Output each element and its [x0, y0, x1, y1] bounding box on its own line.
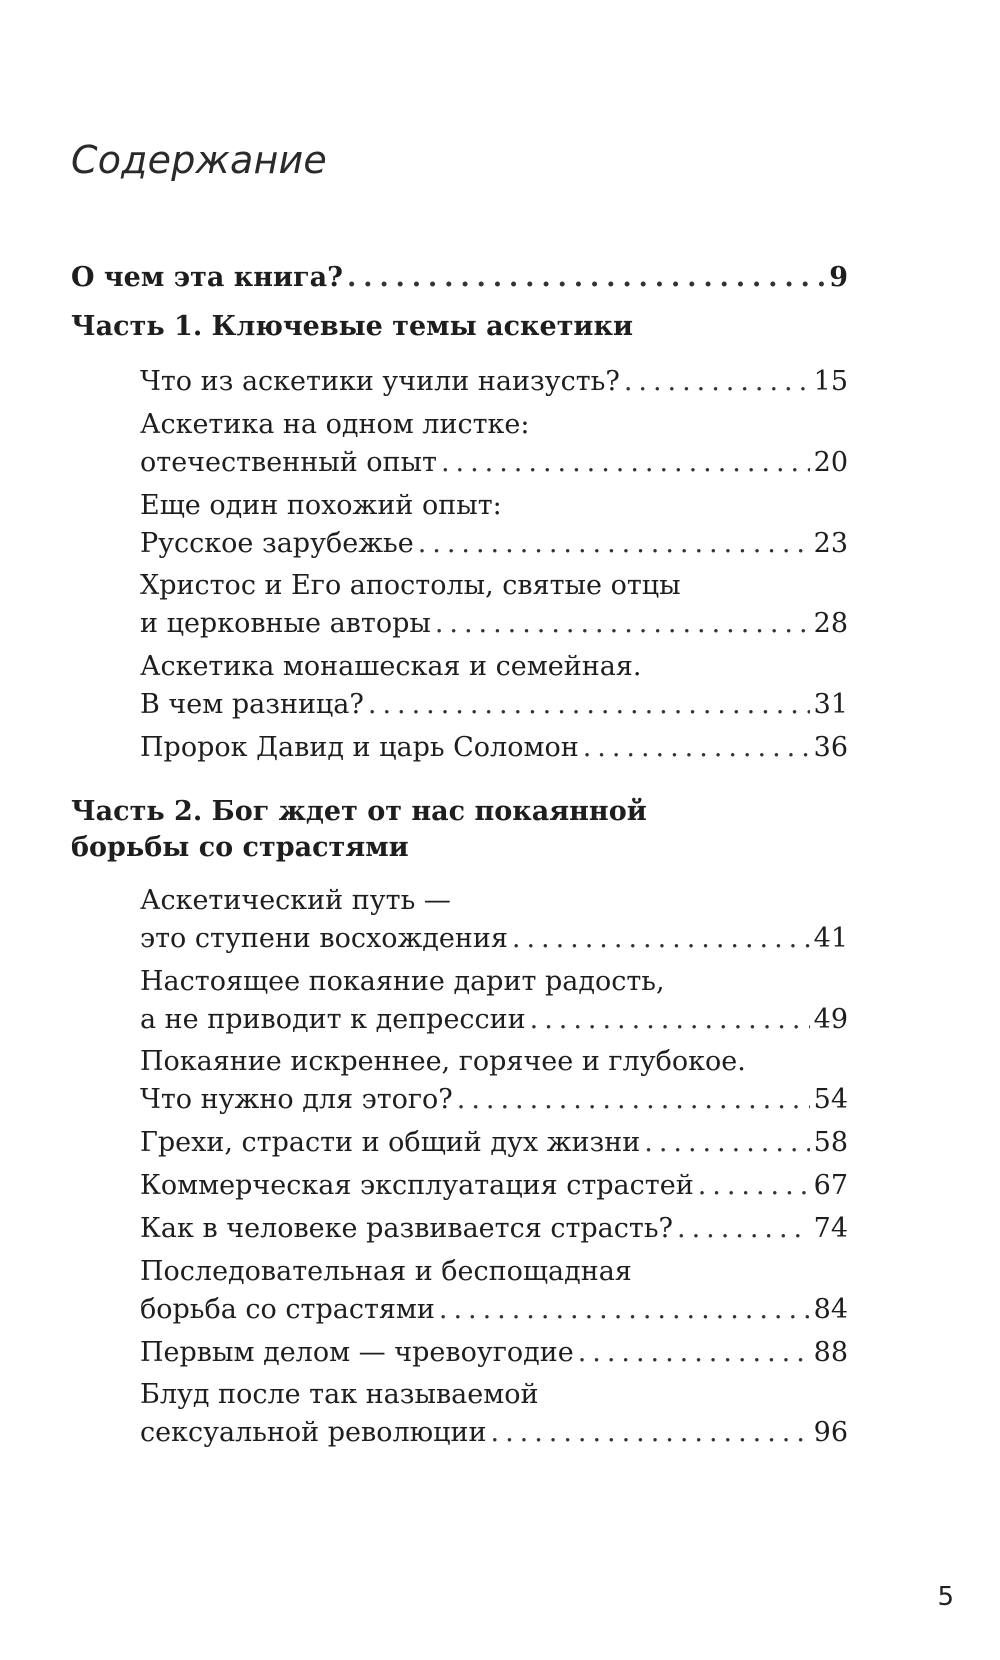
toc-entry-text: Последовательная и беспощадная: [140, 1256, 632, 1287]
toc-page-number: 15: [813, 366, 848, 397]
toc-entry[interactable]: [140, 362, 848, 402]
dot-leader: [512, 919, 810, 959]
toc-entry[interactable]: [140, 1413, 848, 1453]
toc-entry-text: а не приводит к депрессии: [140, 1004, 526, 1035]
toc-entry-text: Христос и Его апостолы, святые отцы: [140, 570, 681, 601]
toc-page-number: 23: [813, 528, 848, 559]
toc-entry-text: сексуальной революции: [140, 1417, 487, 1448]
dot-leader: [624, 362, 810, 402]
toc-entry[interactable]: [140, 1123, 848, 1163]
page-number-folio: 5: [937, 1582, 954, 1612]
toc-page-number: 28: [813, 608, 848, 639]
dot-leader: [583, 728, 810, 768]
toc-entry[interactable]: [140, 524, 848, 564]
toc-entry-text: В чем разница?: [140, 689, 364, 720]
toc-entry-text: Что из аскетики учили наизусть?: [140, 366, 620, 397]
toc-entry-text: Пророк Давид и царь Соломон: [140, 732, 579, 763]
toc-entry-line: [140, 566, 848, 606]
toc-page-number: 74: [813, 1213, 848, 1244]
toc-entry[interactable]: [140, 604, 848, 644]
toc-page-number: 96: [813, 1417, 848, 1448]
toc-entry-text: отечественный опыт: [140, 447, 437, 478]
dot-leader: [644, 1123, 809, 1163]
toc-entry[interactable]: [140, 1333, 848, 1373]
toc-entry-intro[interactable]: [71, 258, 848, 298]
dot-leader: [530, 1000, 810, 1040]
toc-entry[interactable]: [140, 919, 848, 959]
toc-entry-line: [140, 647, 848, 687]
toc-page-number: 67: [813, 1170, 848, 1201]
toc-entry[interactable]: [140, 685, 848, 725]
toc-page-number: 88: [813, 1337, 848, 1368]
toc-page-number: 84: [813, 1294, 848, 1325]
toc-entry-text: Еще один похожий опыт:: [140, 490, 502, 521]
dot-leader: [439, 1290, 810, 1330]
toc-entry-text: Аскетический путь —: [140, 885, 451, 916]
toc-entry-text: Аскетика на одном листке:: [140, 409, 530, 440]
toc-entry-text: Русское зарубежье: [140, 528, 414, 559]
toc-entry-text: Аскетика монашеская и семейная.: [140, 651, 642, 682]
toc-entry-text: Грехи, страсти и общий дух жизни: [140, 1127, 641, 1158]
dot-leader: [368, 685, 810, 725]
toc-entry-text: Настоящее покаяние дарит радость,: [140, 966, 665, 997]
dot-leader: [698, 1166, 810, 1206]
toc-page-number: 58: [813, 1127, 848, 1158]
toc-entry-text: Покаяние искреннее, горячее и глубокое.: [140, 1046, 746, 1077]
toc-entry[interactable]: [140, 1080, 848, 1120]
toc-entry[interactable]: [140, 443, 848, 483]
toc-entry[interactable]: [140, 1166, 848, 1206]
dot-leader: [435, 604, 810, 644]
toc-entry-text: О чем эта книга?: [71, 262, 343, 293]
toc-entry-line: [140, 881, 848, 921]
toc-entry-line: [140, 405, 848, 445]
toc-entry-text: Что нужно для этого?: [140, 1084, 453, 1115]
toc-entry[interactable]: [140, 1000, 848, 1040]
dot-leader: [677, 1209, 810, 1249]
toc-page-number: 54: [813, 1084, 848, 1115]
dot-leader: [578, 1333, 810, 1373]
toc-entry-text: борьба со страстями: [140, 1294, 435, 1325]
dot-leader: [347, 258, 825, 298]
dot-leader: [418, 524, 810, 564]
dot-leader: [491, 1413, 810, 1453]
toc-entry-text: это ступени восхождения: [140, 923, 508, 954]
part-2-heading-line-2: борьбы со страстями: [71, 832, 409, 863]
part-1-heading: Часть 1. Ключевые темы аскетики: [71, 311, 633, 342]
toc-entry-text: Коммерческая эксплуатация страстей: [140, 1170, 694, 1201]
toc-page-number: 36: [813, 732, 848, 763]
toc-entry-text: Блуд после так называемой: [140, 1379, 539, 1410]
toc-page-number: 20: [813, 447, 848, 478]
toc-entry-line: [140, 962, 848, 1002]
toc-page-number: 41: [813, 923, 848, 954]
dot-leader: [441, 443, 810, 483]
toc-entry-line: [140, 1042, 848, 1082]
toc-page-number: 49: [813, 1004, 848, 1035]
toc-entry-line: [140, 1252, 848, 1292]
toc-entry-text: Первым делом — чревоугодие: [140, 1337, 574, 1368]
toc-entry[interactable]: [140, 728, 848, 768]
toc-entry-text: и церковные авторы: [140, 608, 431, 639]
toc-entry-line: [140, 486, 848, 526]
toc-entry[interactable]: [140, 1290, 848, 1330]
part-2-heading-line-1: Часть 2. Бог ждет от нас покаянной: [71, 796, 647, 827]
toc-page-number: 9: [829, 262, 848, 293]
toc-entry-line: [140, 1375, 848, 1415]
toc-page-number: 31: [813, 689, 848, 720]
toc-entry[interactable]: [140, 1209, 848, 1249]
page-title: Содержание: [71, 138, 327, 182]
toc-entry-text: Как в человеке развивается страсть?: [140, 1213, 674, 1244]
dot-leader: [457, 1080, 810, 1120]
